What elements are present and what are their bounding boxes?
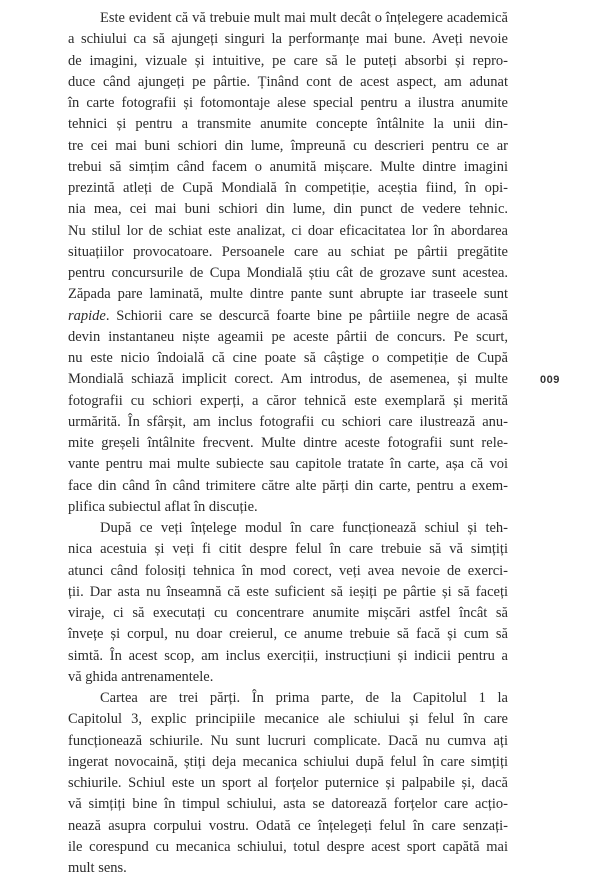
text-line: vante pentru mai multe subiecte sau capitole tratate în carte, așa că voi [68,456,508,473]
body-text [68,8,508,879]
text-line: a schiului ca să ajungeți singuri la performanțe mai bune. Aveți nevoie [68,31,508,48]
text-line: de imagini, vizuale și intuitive, pe care să le puteți absorbi și repro- [68,52,508,69]
text-line: atunci când folosiți tehnica în mod corect, veți avea nevoie de exerci- [68,562,508,579]
text-line: viraje, ci să executați cu concentrare anumite mișcări astfel încât să [68,605,508,621]
text-line: învețe și corpul, nu doar creierul, ce anume trebuie să facă și cum să [68,626,508,643]
text-line: plifica subiectul aflat în discuție. [68,498,258,515]
text-line: trebui să simțim când facem o anumită mișcare. Multe dintre imagini [68,158,508,175]
text-line: funcționează schiurile. Nu sunt lucruri complicate. Dacă nu cumva ați [68,732,508,749]
italic-word: rapide [68,307,106,324]
text-line: devin instantaneu niște ageamii pe aceste pârtii de concurs. Pe scurt, [68,328,508,345]
text-line: Cartea are trei părți. În prima parte, de la Capitolul 1 la [100,690,508,706]
text-line: vă simțiți bine în timpul schiului, asta se datorează forțelor care acțio- [68,796,508,813]
text-line: tehnici și pentru a transmite anumite concepte întâlnite la unii din- [68,116,508,133]
text-line: nu este nicio îndoială că cine poate să câștige o competiție de Cupă [68,350,508,366]
text-line: ții. Dar asta nu înseamnă că este suficient să ieșiți pe pârtie și să faceți [68,583,508,600]
text-line: duce când ajungeți pe pârtie. Ținând cont de acest aspect, am adunat [68,73,508,90]
paragraph [68,8,508,518]
text-line: vă ghida antrenamentele. [68,668,214,685]
text-line: simtă. În acest scop, am inclus exerciții, instrucțiuni și indicii pentru a [68,647,508,664]
text-line: face din când în când trimitere către alte părți din carte, pentru a exem- [68,477,508,494]
text-line: situațiilor provocatoare. Persoanele care au schiat pe pârtii pregătite [68,243,508,260]
text-line: După ce veți înțelege modul în care funcționează schiul și teh- [100,520,508,536]
text-line: ile corespund cu mecanica schiului, totul despre acest sport capătă mai [68,838,508,855]
text-line: Capitolul 3, explic principiile mecanice ale schiului și felul în care [68,711,508,728]
text-line: nia mea, cei mai buni schiori din lume, din punct de vedere tehnic. [68,201,508,218]
text-line: nează asupra corpului vostru. Odată ce înțelegeți felul în care senzați- [68,817,508,834]
text-line: fotografii cu schiori experți, a căror tehnică este exemplară și merită [68,392,508,409]
text-line: mite greșeli întâlnite frecvent. Multe dintre aceste fotografii sunt rele- [68,435,508,451]
text-line: urmărită. În sfârșit, am inclus fotografii cu schiori care ilustrează anu- [68,413,508,430]
paragraph [68,688,508,879]
text-line: pentru concursurile de Cupa Mondială știu cât de grozave sunt acestea. [68,265,508,281]
text-line: Zăpada pare laminată, multe dintre pante sunt abrupte iar traseele sunt [68,286,508,303]
text-line: Este evident că vă trebuie mult mai mult decât o înțelegere academică [100,10,508,26]
text-line: tre cei mai buni schiori din lume, împreună cu descrieri pentru ce ar [68,137,508,154]
paragraph [68,518,508,688]
page-number: 009 [540,374,560,386]
text-line: în carte fotografii și fotomontaje alese special pentru a ilustra anumite [68,95,508,111]
text-line: schiurile. Schiul este un sport al forțelor puternice și palpabile și, dacă [68,775,508,791]
text-line: Nu stilul lor de schiat este analizat, ci doar eficacitatea lor în abordarea [68,222,508,239]
text-line-italic-start: rapide. Schiorii care se descurcă foarte bine pe pârtiile negre de acasă [68,307,508,324]
text-line: prezintă atleți de Cupă Mondială în competiție, aceștia fiind, în opi- [68,180,508,196]
text-line: Mondială schiază implicit corect. Am introdus, de asemenea, și multe [68,371,508,388]
text-line: ingerat novocaină, știți deja mecanica schiului după felul în care simțiți [68,753,508,770]
text-line: nica acestuia și veți fi citit despre felul în care trebuie să vă simțiți [68,541,508,558]
text-line: mult sens. [68,860,127,876]
